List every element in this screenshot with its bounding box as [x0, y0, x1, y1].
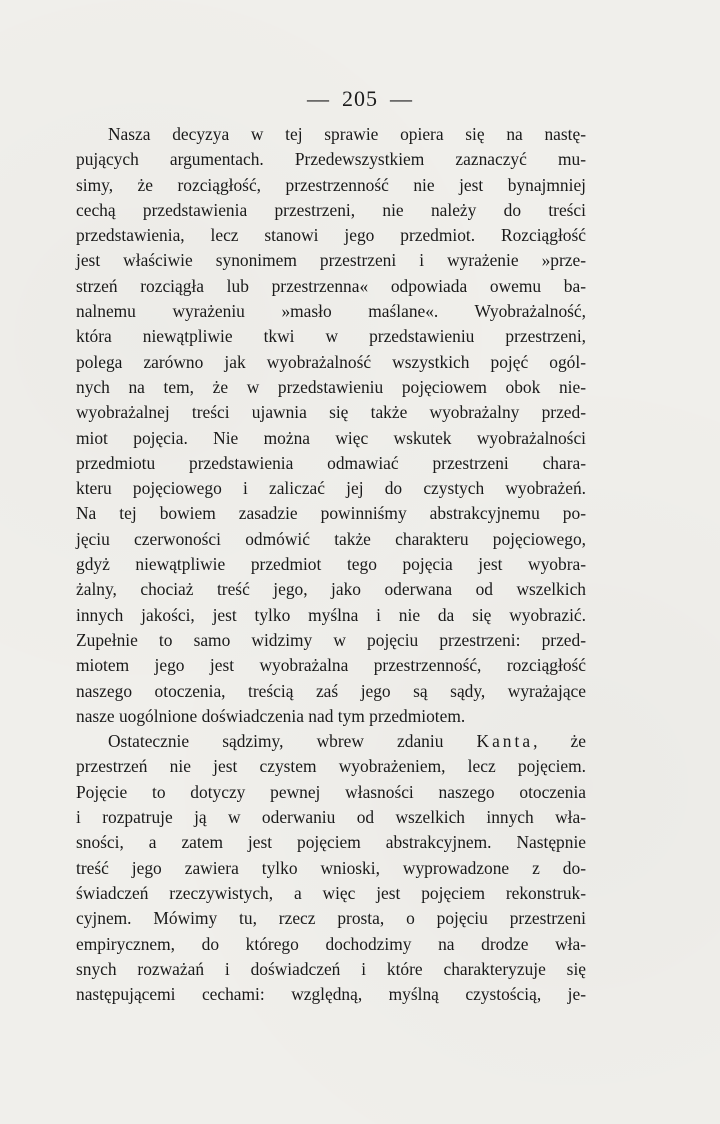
text-line: nasze uogólnione doświadczenia nad tym przedmiotem. [76, 705, 466, 726]
text-line: empirycznem, do którego dochodzimy na drodze wła- [76, 933, 586, 954]
text-line: gdyż niewątpliwie przedmiot tego pojęcia jest wyobra- [76, 554, 586, 575]
text-line: sności, a zatem jest pojęciem abstrakcyjnem. Następnie [76, 832, 586, 853]
para2-text-after: , że [533, 731, 586, 752]
text-line: nych na tem, że w przedstawieniu pojęciowem obok nie- [76, 376, 586, 397]
text-line: treść jego zawiera tylko wnioski, wyprowadzone z do- [76, 857, 586, 878]
text-line: cechą przedstawienia przestrzeni, nie należy do treści [76, 199, 586, 220]
text-line: przedmiotu przedstawienia odmawiać przestrzeni chara- [76, 452, 586, 473]
text-line: pujących argumentach. Przedewszystkiem zaznaczyć mu- [76, 149, 586, 170]
text-line: świadczeń rzeczywistych, a więc jest pojęciem rekonstruk- [76, 882, 586, 903]
text-line: żalny, chociaż treść jego, jako oderwana od wszelkich [76, 579, 586, 600]
page-number: 205 [342, 86, 378, 111]
text-line: Na tej bowiem zasadzie powinniśmy abstrakcyjnemu po- [76, 503, 586, 524]
text-line: simy, że rozciągłość, przestrzenność nie jest bynajmniej [76, 174, 586, 195]
text-line: następującemi cechami: względną, myślną czystością, je- [76, 984, 586, 1005]
author-name: Kanta [476, 731, 534, 752]
body-text [76, 122, 586, 1007]
text-line: cyjnem. Mówimy tu, rzecz prosta, o pojęciu przestrzeni [76, 908, 586, 929]
text-line: jęciu czerwoności odmówić także charakteru pojęciowego, [76, 528, 586, 549]
para2-text-before: Ostatecznie sądzimy, wbrew zdaniu [108, 731, 477, 752]
text-line: jest właściwie synonimem przestrzeni i wyrażenie »prze- [76, 250, 586, 271]
text-line: wyobrażalnej treści ujawnia się także wyobrażalny przed- [76, 402, 586, 423]
text-line: Zupełnie to samo widzimy w pojęciu przestrzeni: przed- [76, 629, 586, 650]
page-header [0, 86, 720, 112]
text-line: i rozpatruje ją w oderwaniu od wszelkich innych wła- [76, 807, 586, 828]
header-dash-left: — [307, 86, 330, 111]
text-line: przedstawienia, lecz stanowi jego przedmiot. Rozciągłość [76, 225, 586, 246]
text-line: polega zarówno jak wyobrażalność wszystkich pojęć ogól- [76, 351, 586, 372]
text-line: Nasza decyzya w tej sprawie opiera się na nastę- [108, 124, 586, 144]
text-line: Pojęcie to dotyczy pewnej własności naszego otoczenia [76, 781, 586, 802]
text-line: która niewątpliwie tkwi w przedstawieniu przestrzeni, [76, 326, 586, 347]
text-line: nalnemu wyrażeniu »masło maślane«. Wyobrażalność, [76, 301, 586, 322]
text-line-para2-first [76, 729, 586, 754]
text-line: snych rozważań i doświadczeń i które charakteryzuje się [76, 958, 586, 979]
header-dash-right: — [390, 86, 413, 111]
text-line: miotem jego jest wyobrażalna przestrzenność, rozciągłość [76, 655, 586, 676]
text-line: kteru pojęciowego i zaliczać jej do czystych wyobrażeń. [76, 478, 586, 499]
text-line: miot pojęcia. Nie można więc wskutek wyobrażalności [76, 427, 586, 448]
text-line: innych jakości, jest tylko myślna i nie da się wyobrazić. [76, 604, 586, 625]
text-line: przestrzeń nie jest czystem wyobrażeniem, lecz pojęciem. [76, 756, 586, 777]
text-line: naszego otoczenia, treścią zaś jego są sądy, wyrażające [76, 680, 586, 701]
text-line: strzeń rozciągła lub przestrzenna« odpowiada owemu ba- [76, 275, 586, 296]
